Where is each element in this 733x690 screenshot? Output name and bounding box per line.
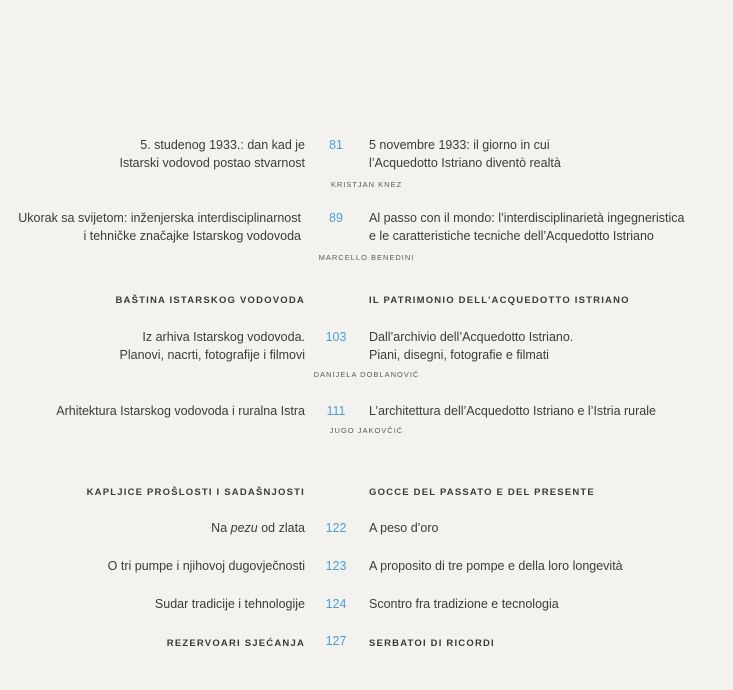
title-line: Ukorak sa svijetom: inženjerska interdisciplinarnost [18, 211, 301, 225]
toc-entry-title-hr: Sudar tradicije i tehnologije [154, 597, 305, 611]
section-heading-hr: REZERVOARI SJEĆANJA [166, 638, 305, 649]
toc-entry-title-it: Scontro fra tradizione e tecnologia [369, 597, 559, 611]
author-name: KRISTJAN KNEZ [330, 180, 403, 189]
toc-entry-title-hr [18, 209, 301, 245]
page-number[interactable]: 81 [329, 138, 343, 152]
title-part: Na [211, 521, 231, 535]
toc-entry-title-it: A peso d’oro [369, 521, 439, 535]
toc-entry-title-it: A proposito di tre pompe e della loro longevità [369, 559, 623, 573]
page-number[interactable]: 122 [325, 521, 347, 535]
title-line: Piani, disegni, fotografie e filmati [369, 348, 549, 362]
title-line: Planovi, nacrti, fotografije i filmovi [119, 348, 305, 362]
section-heading-hr: BAŠTINA ISTARSKOG VODOVODA [115, 295, 305, 306]
toc-entry-title-it [369, 209, 684, 245]
title-line: e le caratteristiche tecniche dell’Acquedotto Istriano [369, 229, 654, 243]
title-part: od zlata [257, 521, 305, 535]
page-number[interactable]: 123 [325, 559, 347, 573]
toc-entry-title-hr [120, 328, 306, 364]
toc-entry-title-hr [119, 136, 305, 172]
title-line: 5 novembre 1933: il giorno in cui [369, 138, 550, 152]
toc-entry-title-it [369, 328, 573, 364]
title-line: l’Acquedotto Istriano diventò realtà [369, 156, 561, 170]
toc-entry-title-it: L’architettura dell’Acquedotto Istriano e l’Istria rurale [369, 404, 656, 418]
toc-entry-title-it [369, 136, 561, 172]
page-number[interactable]: 124 [325, 597, 347, 611]
title-line: 5. studenog 1933.: dan kad je [140, 138, 305, 152]
author-name: DANIJELA DOBLANOVIĆ [313, 370, 420, 379]
section-heading-it: SERBATOI DI RICORDI [369, 638, 495, 649]
title-line: Dall’archivio dell’Acquedotto Istriano. [369, 330, 574, 344]
toc-entry-title-hr: O tri pumpe i njihovoj dugovječnosti [107, 559, 305, 573]
title-line: Iz arhiva Istarskog vodovoda. [142, 330, 305, 344]
author-name: JUGO JAKOVČIĆ [329, 426, 404, 435]
page-number[interactable]: 103 [325, 330, 347, 344]
section-heading-hr: KAPLJICE PROŠLOSTI I SADAŠNJOSTI [86, 487, 305, 498]
toc-entry-title-hr: Arhitektura Istarskog vodovoda i ruralna Istra [56, 404, 305, 418]
title-line: Al passo con il mondo: l’interdisciplinarietà ingegneristica [369, 211, 685, 225]
page-number[interactable]: 127 [325, 634, 347, 648]
toc-entry-title-hr [211, 519, 305, 537]
section-heading-it: IL PATRIMONIO DELL’ACQUEDOTTO ISTRIANO [369, 295, 630, 306]
author-name: MARCELLO BENEDINI [318, 253, 415, 262]
section-heading-it: GOCCE DEL PASSATO E DEL PRESENTE [369, 487, 595, 498]
title-part-italic: pezu [230, 521, 258, 535]
page-number[interactable]: 111 [326, 404, 346, 418]
title-line: i tehničke značajke Istarskog vodovoda [83, 229, 301, 243]
page-number[interactable]: 89 [329, 211, 343, 225]
title-line: Istarski vodovod postao stvarnost [119, 156, 305, 170]
